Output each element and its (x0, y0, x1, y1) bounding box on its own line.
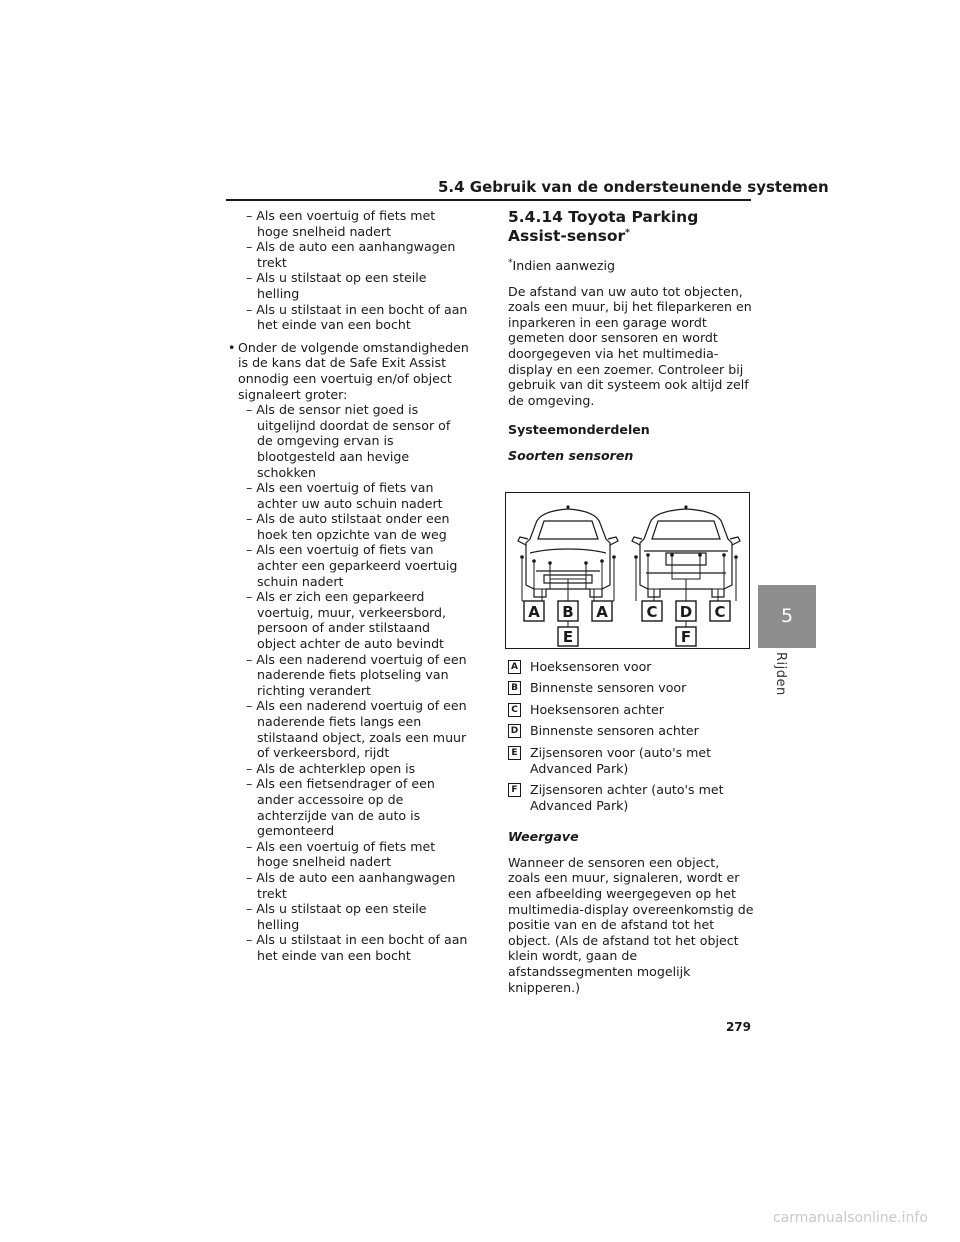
bullet-text: Onder de volgende omstandigheden is de kans dat de Safe Exit Assist onnodig een voertuig en/of object signaleert groter: (238, 339, 469, 402)
section-title (508, 208, 754, 246)
legend-text: Zijsensoren voor (auto's met Advanced Park) (530, 744, 712, 776)
list-item: – Als een fietsendrager of een ander accessoire op de achterzijde van de auto is gemonteerd (246, 776, 435, 839)
right-column (508, 208, 754, 1005)
chapter-tab: 5 (758, 585, 816, 648)
list-item: – Als de auto een aanhangwagen trekt (246, 869, 456, 901)
bullet-marker: • (228, 339, 236, 355)
legend-item (508, 680, 754, 696)
legend-item (508, 702, 754, 718)
availability-note: *Indien aanwezig (508, 257, 615, 273)
footnote-marker: * (625, 227, 630, 238)
display-paragraph: Wanneer de sensoren een object, zoals een muur, signaleren, wordt er een afbeelding weergegeven op het multimedia-display overeenkomstig de positie van en de afstand tot het object. (Als de afstand tot het object klein wordt, gaan de afstandssegmenten mogelijk knipperen.) (508, 854, 754, 995)
top-dash-list (228, 208, 470, 333)
subheading-sensor-types: Soorten sensoren (508, 447, 634, 463)
page-number: 279 (725, 1020, 751, 1034)
section-header: 5.4 Gebruik van de ondersteunende systemen (438, 178, 829, 196)
watermark: carmanualsonline.info (773, 1210, 928, 1226)
legend-item (508, 782, 754, 813)
list-item: – Als een voertuig of fiets van achter uw auto schuin nadert (246, 480, 443, 511)
section-title-line2: Assist-sensor (508, 227, 626, 245)
legend-list (508, 659, 754, 814)
figure-label-b: B (562, 602, 574, 621)
bullet-dash-list (228, 402, 470, 963)
list-item: – Als u stilstaat op een steile helling (246, 901, 427, 932)
sensor-diagram (505, 492, 750, 649)
legend-key: C (508, 703, 521, 717)
left-column (228, 208, 470, 964)
legend-text: Hoeksensoren voor (530, 658, 652, 674)
figure-label-c: C (714, 602, 726, 621)
legend-text: Hoeksensoren achter (530, 701, 664, 717)
figure-label-c: C (646, 602, 658, 621)
list-item: – Als de achterklep open is (246, 760, 416, 776)
legend-item (508, 659, 754, 675)
section-title-line1: 5.4.14 Toyota Parking (508, 208, 699, 226)
list-item: – Als de auto een aanhangwagen trekt (246, 239, 456, 270)
legend-key: D (508, 724, 521, 738)
list-item: – Als een voertuig of fiets met hoge snelheid nadert (246, 838, 436, 870)
figure-label-d: D (679, 602, 693, 621)
list-item: – Als de auto stilstaat onder een hoek ten opzichte van de weg (246, 511, 450, 542)
list-item: – Als u stilstaat op een steile helling (246, 270, 427, 301)
car-sensor-illustration (506, 493, 749, 648)
legend-key: A (508, 660, 521, 674)
list-item: – Als een naderend voertuig of een naderende fiets langs een stilstaand object, zoals een muur of verkeersbord, rijdt (246, 698, 467, 761)
legend-text: Zijsensoren achter (auto's met Advanced Park) (530, 782, 724, 813)
list-item: – Als een voertuig of fiets met hoge snelheid nadert (246, 208, 436, 239)
figure-label-e: E (562, 627, 574, 646)
figure-label-a: A (528, 602, 540, 621)
legend-text: Binnenste sensoren achter (530, 723, 699, 739)
legend-text: Binnenste sensoren voor (530, 680, 687, 696)
intro-paragraph: De afstand van uw auto tot objecten, zoals een muur, bij het fileparkeren en inparkeren in een garage wordt gemeten door sensoren en wordt doorgegeven via het multimedia-display en een zoemer. Controleer bij gebruik van dit systeem ook altijd zelf de omgeving. (508, 283, 752, 408)
legend-item (508, 745, 754, 776)
chapter-label: Rijden (773, 652, 788, 696)
figure-label-a: A (596, 602, 608, 621)
header-rule (226, 199, 751, 201)
legend-key: B (508, 681, 521, 695)
legend-key: F (508, 783, 521, 797)
footnote-marker: * (508, 257, 513, 268)
list-item: – Als u stilstaat in een bocht of aan het einde van een bocht (246, 301, 468, 333)
legend-key: E (508, 746, 521, 760)
list-item: – Als een voertuig of fiets van achter een geparkeerd voertuig schuin nadert (246, 542, 458, 589)
subheading-display: Weergave (508, 829, 579, 845)
subheading-system-parts: Systeemonderdelen (508, 422, 650, 438)
bullet-item (228, 340, 470, 402)
legend-item (508, 723, 754, 739)
list-item: – Als er zich een geparkeerd voertuig, muur, verkeersbord, persoon of ander stilstaand object achter de auto bevindt (246, 589, 447, 652)
list-item: – Als de sensor niet goed is uitgelijnd doordat de sensor of de omgeving ervan is blootgesteld aan hevige schokken (246, 402, 451, 480)
figure-label-f: F (680, 627, 692, 646)
list-item: – Als een naderend voertuig of een naderende fiets plotseling van richting verandert (246, 651, 467, 698)
list-item: – Als u stilstaat in een bocht of aan het einde van een bocht (246, 932, 468, 963)
